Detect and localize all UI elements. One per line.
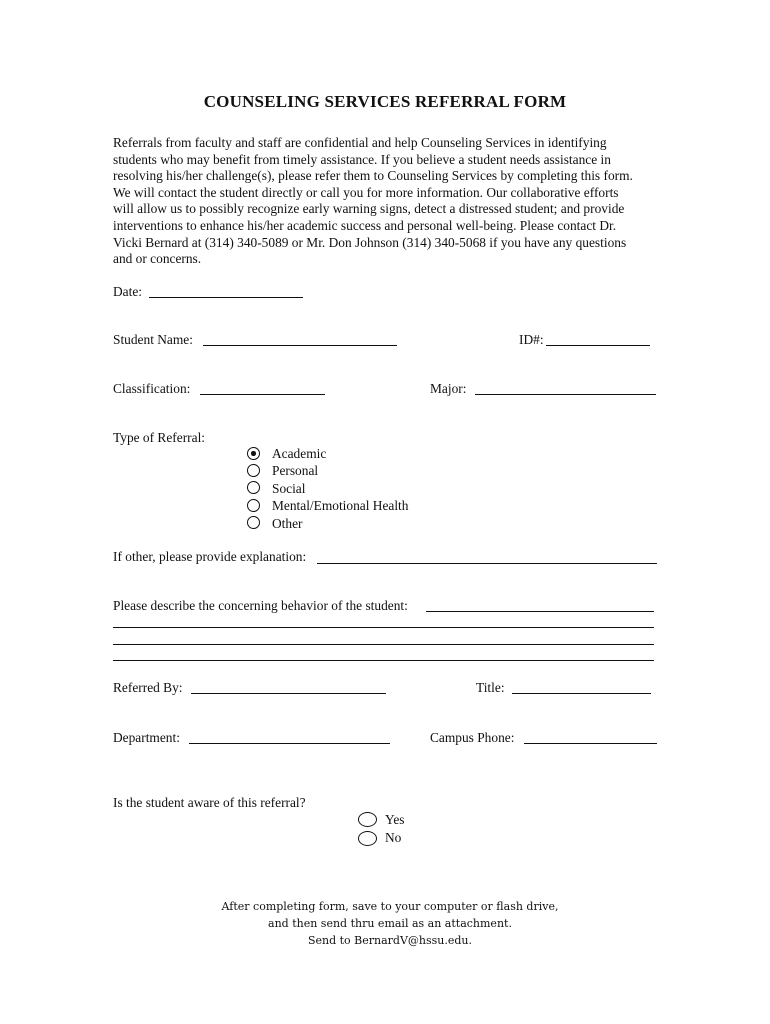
behavior-field-line-1[interactable] — [426, 611, 654, 612]
other-explanation-label: If other, please provide explanation: — [113, 549, 307, 564]
id-label: ID#: — [519, 332, 544, 347]
behavior-field-line-2[interactable] — [113, 627, 654, 628]
campus-phone-label: Campus Phone: — [430, 730, 515, 745]
intro-line: resolving his/her challenge(s), please refer them to Counseling Services by completing this form. — [113, 168, 633, 184]
radio-mental-emotional-health[interactable] — [247, 499, 260, 512]
submission-instructions — [0, 898, 770, 949]
classification-label: Classification: — [113, 381, 191, 396]
student-aware-label: Is the student aware of this referral? — [113, 795, 306, 810]
major-label: Major: — [430, 381, 467, 396]
radio-academic[interactable] — [247, 447, 260, 460]
option-label-other: Other — [272, 516, 303, 531]
intro-line: and or concerns. — [113, 251, 202, 267]
student-name-field[interactable] — [203, 345, 397, 346]
behavior-field-line-4[interactable] — [113, 660, 654, 661]
option-label-personal: Personal — [272, 463, 319, 478]
intro-line: We will contact the student directly or call you for more information. Our collaborative efforts — [113, 184, 619, 200]
student-name-label: Student Name: — [113, 332, 193, 347]
radio-personal[interactable] — [247, 464, 260, 477]
campus-phone-field[interactable] — [524, 743, 657, 744]
id-field[interactable] — [546, 345, 650, 346]
referred-by-field[interactable] — [191, 693, 386, 694]
referred-by-label: Referred By: — [113, 680, 183, 695]
title-field[interactable] — [512, 693, 651, 694]
footer-line: After completing form, save to your computer or flash drive, — [221, 900, 559, 913]
title-label: Title: — [476, 680, 505, 695]
major-field[interactable] — [475, 394, 656, 395]
radio-other[interactable] — [247, 516, 260, 529]
option-label-academic: Academic — [272, 446, 327, 461]
form-title: COUNSELING SERVICES REFERRAL FORM — [203, 92, 567, 111]
option-label-social: Social — [272, 481, 306, 496]
intro-line: Vicki Bernard at (314) 340-5089 or Mr. Don Johnson (314) 340-5068 if you have any questions — [113, 234, 627, 250]
intro-line: interventions to enhance his/her academic success and personal well-being. Please contact Dr. — [113, 217, 617, 233]
department-label: Department: — [113, 730, 180, 745]
footer-line: and then send thru email as an attachment. — [268, 917, 512, 930]
behavior-field-line-3[interactable] — [113, 644, 654, 645]
behavior-label: Please describe the concerning behavior of the student: — [113, 598, 408, 613]
radio-yes[interactable] — [358, 812, 377, 827]
classification-field[interactable] — [200, 394, 325, 395]
radio-no[interactable] — [358, 831, 377, 846]
other-explanation-field[interactable] — [317, 563, 657, 564]
footer-line: Send to BernardV@hssu.edu. — [307, 934, 473, 947]
date-field[interactable] — [149, 297, 303, 298]
intro-paragraph — [113, 135, 658, 268]
date-label: Date: — [113, 284, 142, 299]
option-label-yes: Yes — [385, 812, 405, 827]
option-label-mental-emotional-health: Mental/Emotional Health — [272, 498, 409, 513]
intro-line: Referrals from faculty and staff are confidential and help Counseling Services in identifying — [113, 135, 607, 150]
option-label-no: No — [385, 830, 402, 845]
intro-line: will allow us to possibly recognize early warning signs, detect a distressed student; and provide — [113, 201, 625, 217]
radio-social[interactable] — [247, 481, 260, 494]
intro-line: students who may benefit from timely assistance. If you believe a student needs assistance in — [113, 151, 611, 167]
type-of-referral-label: Type of Referral: — [113, 430, 206, 445]
department-field[interactable] — [189, 743, 390, 744]
